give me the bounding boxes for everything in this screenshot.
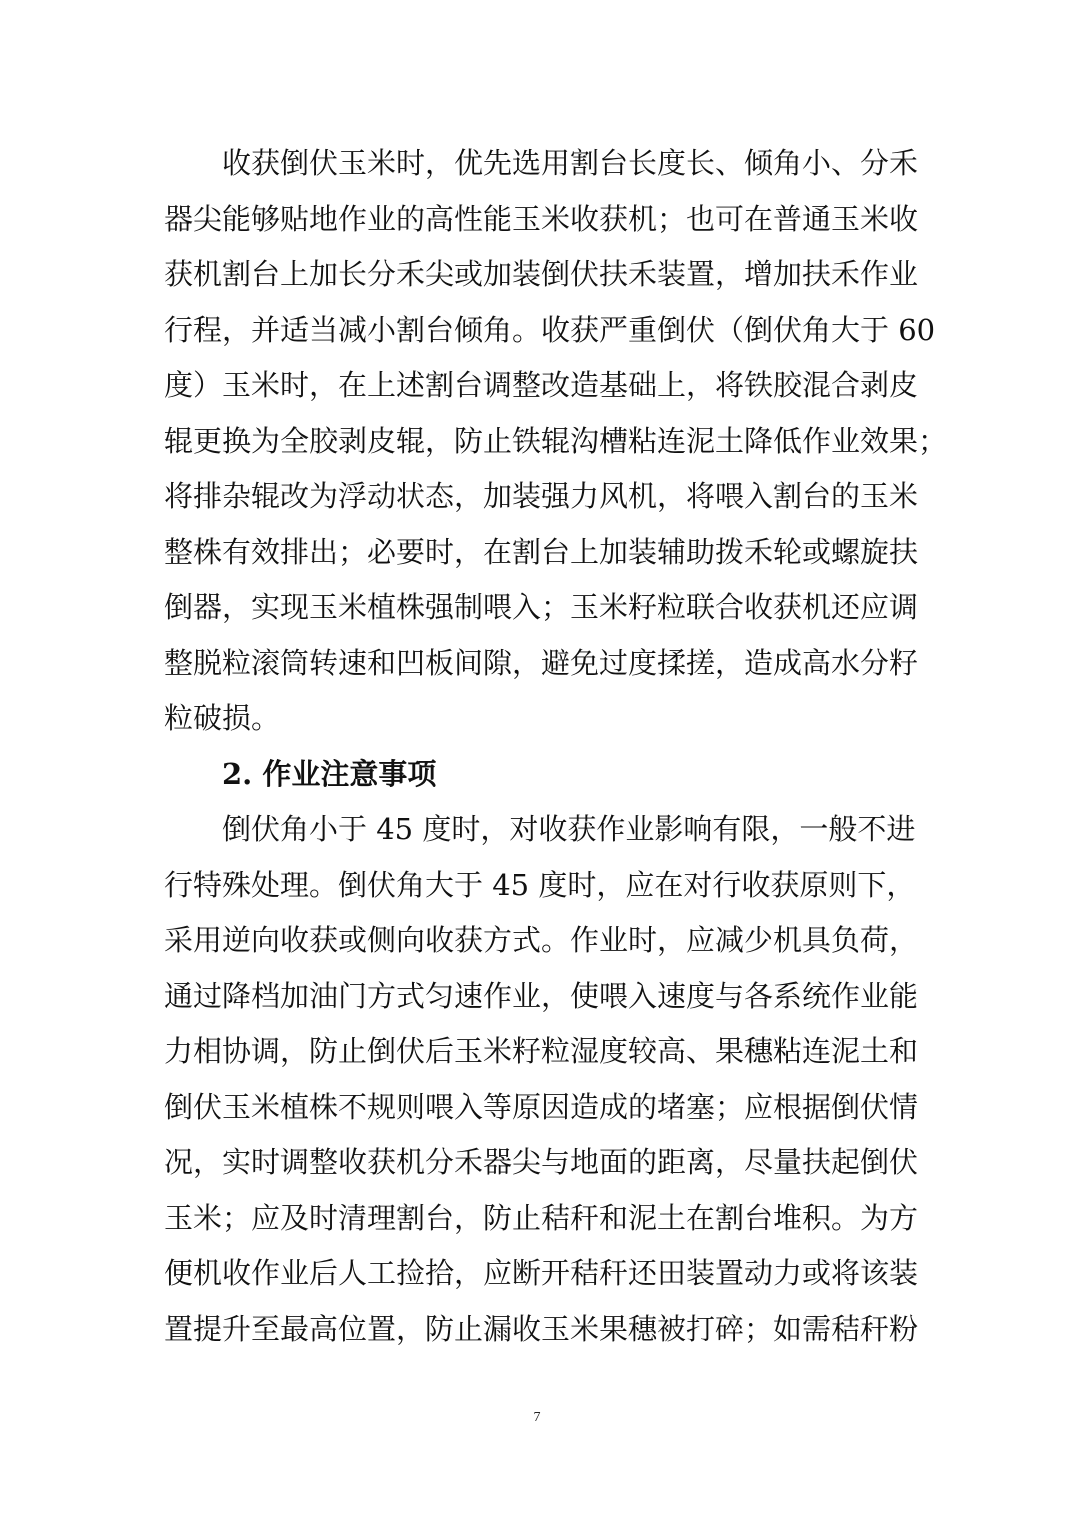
paragraph-1-line-4: 行程，并适当减小割台倾角。收获严重倒伏（倒伏角大于 60 (164, 312, 936, 347)
paragraph-2-line-4: 通过降档加油门方式匀速作业，使喂入速度与各系统作业能 (164, 978, 919, 1013)
paragraph-1-line-11: 粒破损。 (164, 701, 281, 735)
paragraph-2-line-9: 便机收作业后人工捡拾，应断开秸秆还田装置动力或将该装 (164, 1256, 919, 1290)
paragraph-1-line-8: 整株有效排出；必要时，在割台上加装辅助拨禾轮或螺旋扶 (164, 534, 919, 569)
section-heading: 2. 作业注意事项 (222, 756, 437, 791)
paragraph-2-line-6: 倒伏玉米植株不规则喂入等原因造成的堵塞；应根据倒伏情 (164, 1089, 919, 1124)
paragraph-2-line-1: 倒伏角小于 45 度时，对收获作业影响有限，一般不进 (222, 812, 916, 846)
paragraph-2-line-8: 玉米；应及时清理割台，防止秸秆和泥土在割台堆积。为方 (164, 1200, 919, 1235)
paragraph-1-line-2: 器尖能够贴地作业的高性能玉米收获机；也可在普通玉米收 (164, 201, 919, 236)
paragraph-1-line-6: 辊更换为全胶剥皮辊，防止铁辊沟槽粘连泥土降低作业效果； (164, 423, 948, 458)
body-text (164, 136, 948, 1357)
paragraph-1-line-9: 倒器，实现玉米植株强制喂入；玉米籽粒联合收获机还应调 (164, 590, 919, 624)
paragraph-2-line-10: 置提升至最高位置，防止漏收玉米果穗被打碎；如需秸秆粉 (164, 1311, 919, 1346)
paragraph-2-line-3: 采用逆向收获或侧向收获方式。作业时，应减少机具负荷， (164, 923, 919, 957)
paragraph-2-line-5: 力相协调，防止倒伏后玉米籽粒湿度较高、果穗粘连泥土和 (164, 1034, 919, 1068)
paragraph-1-line-7: 将排杂辊改为浮动状态，加装强力风机，将喂入割台的玉米 (164, 479, 919, 513)
page-number: 7 (533, 1410, 541, 1425)
paragraph-1-line-1: 收获倒伏玉米时，优先选用割台长度长、倾角小、分禾 (222, 146, 919, 180)
paragraph-1-line-3: 获机割台上加长分禾尖或加装倒伏扶禾装置，增加扶禾作业 (164, 257, 919, 291)
paragraph-2-line-2: 行特殊处理。倒伏角大于 45 度时，应在对行收获原则下， (164, 867, 916, 902)
paragraph-1-line-5: 度）玉米时，在上述割台调整改造基础上，将铁胶混合剥皮 (164, 368, 919, 402)
paragraph-1-line-10: 整脱粒滚筒转速和凹板间隙，避免过度揉搓，造成高水分籽 (164, 645, 919, 680)
paragraph-2-line-7: 况，实时调整收获机分禾器尖与地面的距离，尽量扶起倒伏 (164, 1145, 919, 1179)
